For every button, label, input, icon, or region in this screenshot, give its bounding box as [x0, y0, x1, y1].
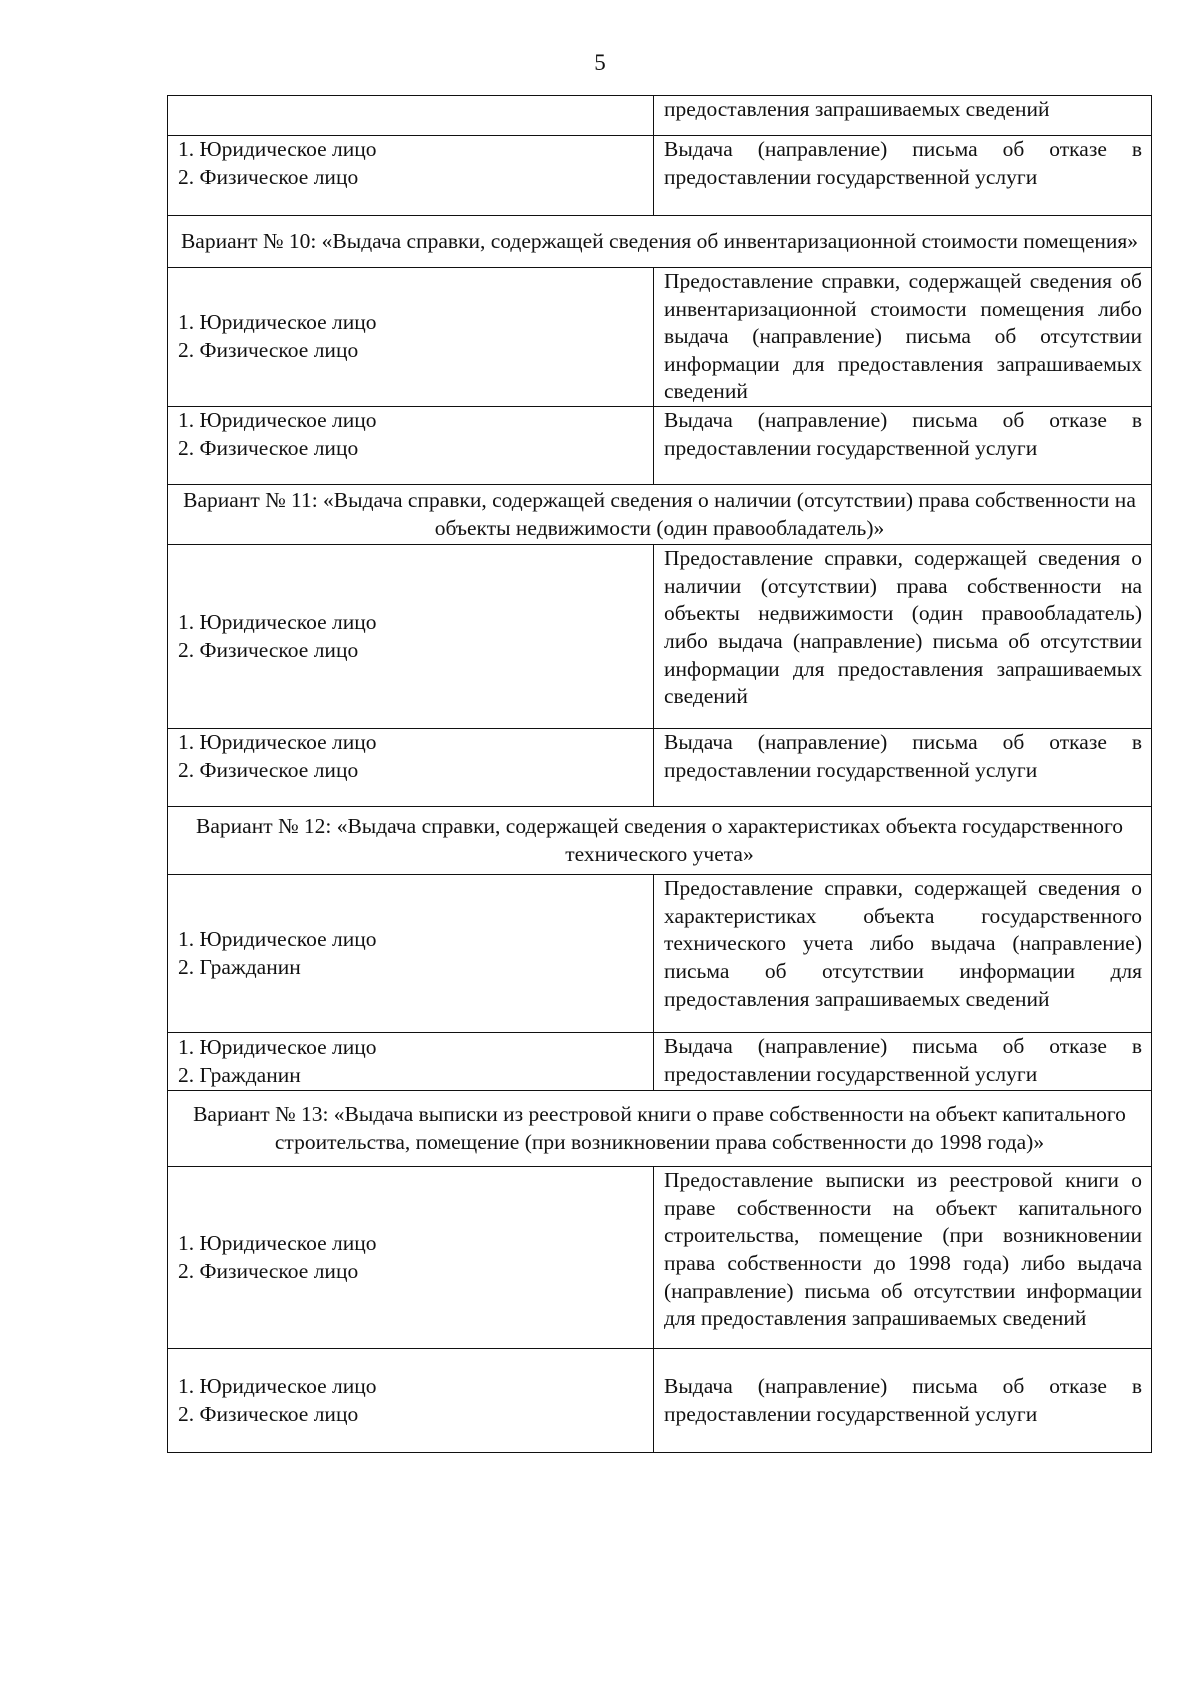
- applicant-item: 1. Юридическое лицо: [178, 610, 377, 635]
- variant-title: Вариант № 10: «Выдача справки, содержащей сведения об инвентаризационной стоимости помещения»: [168, 216, 1152, 268]
- applicant-item: 1. Юридическое лицо: [178, 407, 377, 432]
- table-body: [168, 96, 1152, 1453]
- result-cell: Предоставление справки, содержащей сведения о наличии (отсутствии) права собственности на объекты недвижимости (один правообладатель) либо выдача (направление) письма об отсутствии информации для предоставления запрашиваемых сведений: [654, 545, 1152, 729]
- applicant-item: 1. Юридическое лицо: [178, 1374, 377, 1399]
- applicant-item: 2. Физическое лицо: [178, 1401, 359, 1426]
- variant-heading-row: [168, 216, 1152, 268]
- applicant-item: 1. Юридическое лицо: [178, 1231, 377, 1256]
- table-row: [168, 1349, 1152, 1453]
- applicant-cell: [168, 96, 654, 136]
- applicant-cell: [168, 545, 654, 729]
- table-row: [168, 729, 1152, 807]
- applicant-item: 2. Физическое лицо: [178, 337, 359, 362]
- result-cell: Выдача (направление) письма об отказе в предоставлении государственной услуги: [654, 1033, 1152, 1091]
- services-variants-table: [167, 95, 1152, 1453]
- result-cell: Предоставление справки, содержащей сведения об инвентаризационной стоимости помещения либо выдача (направление) письма об отсутствии информации для предоставления запрашиваемых сведений: [654, 268, 1152, 407]
- applicant-item: 1. Юридическое лицо: [178, 310, 377, 335]
- applicant-item: 2. Физическое лицо: [178, 1258, 359, 1283]
- applicant-cell: [168, 136, 654, 216]
- table-row: [168, 875, 1152, 1033]
- applicant-cell: [168, 1033, 654, 1091]
- variant-title: Вариант № 13: «Выдача выписки из реестровой книги о праве собственности на объект капитального строительства, помещение (при возникновении права собственности до 1998 года)»: [168, 1091, 1152, 1167]
- applicant-item: 1. Юридическое лицо: [178, 1035, 377, 1060]
- variant-title: Вариант № 12: «Выдача справки, содержащей сведения о характеристиках объекта государственного технического учета»: [168, 807, 1152, 875]
- result-cell: Выдача (направление) письма об отказе в предоставлении государственной услуги: [654, 406, 1152, 484]
- table-row: [168, 136, 1152, 216]
- applicant-item: 2. Физическое лицо: [178, 637, 359, 662]
- applicant-item: 2. Физическое лицо: [178, 757, 359, 782]
- applicant-item: 2. Гражданин: [178, 1062, 301, 1087]
- result-cell: Выдача (направление) письма об отказе в предоставлении государственной услуги: [654, 136, 1152, 216]
- table-row: [168, 545, 1152, 729]
- applicant-item: 1. Юридическое лицо: [178, 730, 377, 755]
- table-row: [168, 406, 1152, 484]
- variant-heading-row: [168, 1091, 1152, 1167]
- page-number: 5: [594, 50, 606, 75]
- table-row: [168, 1033, 1152, 1091]
- result-cell: Выдача (направление) письма об отказе в предоставлении государственной услуги: [654, 1349, 1152, 1453]
- applicant-cell: [168, 268, 654, 407]
- applicant-cell: [168, 1349, 654, 1453]
- applicant-item: 2. Физическое лицо: [178, 164, 359, 189]
- variant-heading-row: [168, 484, 1152, 544]
- applicant-cell: [168, 1167, 654, 1349]
- applicant-item: 2. Физическое лицо: [178, 435, 359, 460]
- variant-heading-row: [168, 807, 1152, 875]
- applicant-cell: [168, 406, 654, 484]
- table-row: [168, 96, 1152, 136]
- applicant-item: 2. Гражданин: [178, 954, 301, 979]
- table-row: [168, 268, 1152, 407]
- applicant-item: 1. Юридическое лицо: [178, 137, 377, 161]
- result-cell: Предоставление выписки из реестровой книги о праве собственности на объект капитального строительства, помещение (при возникновении права собственности до 1998 года) либо выдача (направление) письма об отсутствии информации для предоставления запрашиваемых сведений: [654, 1167, 1152, 1349]
- result-cell: Выдача (направление) письма об отказе в предоставлении государственной услуги: [654, 729, 1152, 807]
- variant-title: Вариант № 11: «Выдача справки, содержащей сведения о наличии (отсутствии) права собственности на объекты недвижимости (один правообладатель)»: [168, 484, 1152, 544]
- applicant-cell: [168, 729, 654, 807]
- result-cell: предоставления запрашиваемых сведений: [654, 96, 1152, 136]
- result-cell: Предоставление справки, содержащей сведения о характеристиках объекта государственного технического учета либо выдача (направление) письма об отсутствии информации для предоставления запрашиваемых сведений: [654, 875, 1152, 1033]
- table-row: [168, 1167, 1152, 1349]
- applicant-cell: [168, 875, 654, 1033]
- applicant-item: 1. Юридическое лицо: [178, 927, 377, 952]
